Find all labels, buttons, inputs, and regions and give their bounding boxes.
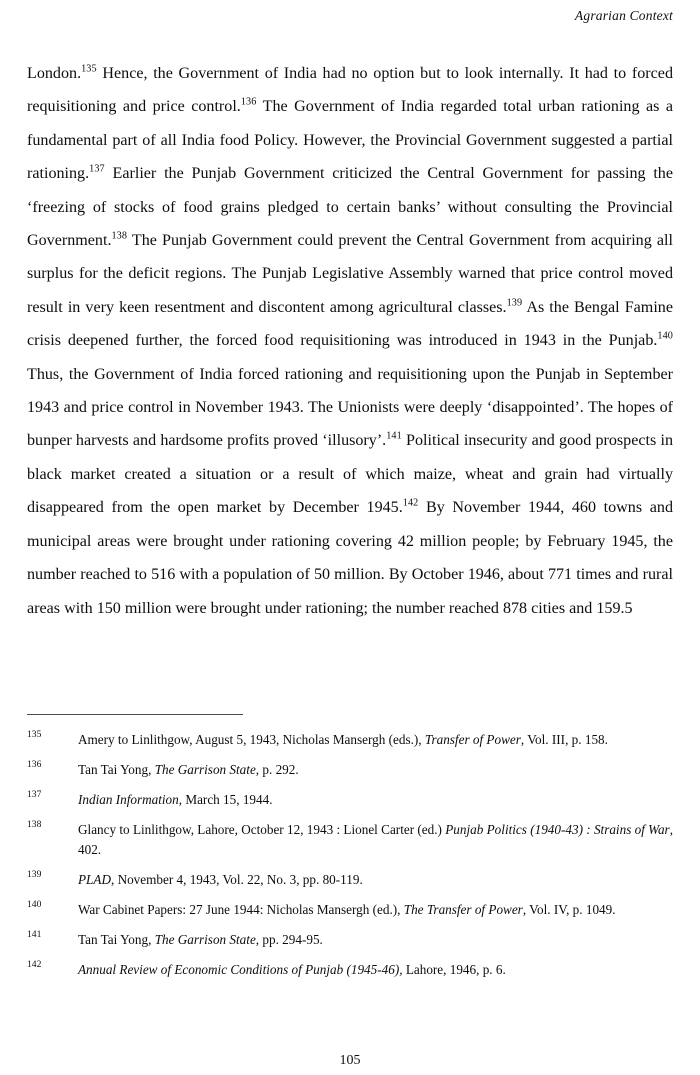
footnote-number-135[interactable]: 135 xyxy=(27,729,42,740)
footnote-text: War Cabinet Papers: 27 June 1944: Nicholas Mansergh (ed.), The Transfer of Power, Vol. IV, p. 1049. xyxy=(78,901,616,917)
footnote-number-136[interactable]: 136 xyxy=(27,758,42,770)
body-text-region xyxy=(27,57,673,625)
footnote-text: Glancy to Linlithgow, Lahore, October 12, 1943 : Lionel Carter (ed.) Punjab Politics (1940-43) : Strains of War, 402. xyxy=(78,821,673,858)
footnote-number-140[interactable]: 140 xyxy=(27,898,42,910)
footnote-reference-141[interactable]: 141 xyxy=(386,431,402,443)
footnote-entry xyxy=(27,730,673,750)
footnote-separator-rule xyxy=(27,714,243,715)
footnote-number-141[interactable]: 141 xyxy=(27,928,42,940)
footnote-text: Annual Review of Economic Conditions of Punjab (1945-46), Lahore, 1946, p. 6. xyxy=(78,961,506,977)
footnote-reference-142[interactable]: 142 xyxy=(402,497,419,509)
footnote-reference-135[interactable]: 135 xyxy=(81,63,97,75)
footnote-reference-140[interactable]: 140 xyxy=(657,330,673,342)
footnote-entry xyxy=(27,870,673,890)
footnote-entry xyxy=(27,820,673,861)
footnote-reference-138[interactable]: 138 xyxy=(111,230,128,242)
footnote-number-138[interactable]: 138 xyxy=(27,818,42,830)
footnote-text: Indian Information, March 15, 1944. xyxy=(78,791,273,807)
footnote-list xyxy=(27,730,673,980)
running-header-title: Agrarian Context xyxy=(574,8,673,23)
footnote-reference-139[interactable]: 139 xyxy=(506,297,523,309)
footnote-number-137[interactable]: 137 xyxy=(27,788,42,800)
footnote-number-139[interactable]: 139 xyxy=(27,869,42,881)
footnote-entry xyxy=(27,930,673,950)
footnote-number-142[interactable]: 142 xyxy=(27,958,42,970)
footnote-entry xyxy=(27,960,673,980)
footnote-text: Amery to Linlithgow, August 5, 1943, Nicholas Mansergh (eds.), Transfer of Power, Vol. III, p. 158. xyxy=(78,732,608,747)
footnote-text: PLAD, November 4, 1943, Vol. 22, No. 3, pp. 80-119. xyxy=(78,872,363,888)
footnote-reference-136[interactable]: 136 xyxy=(240,97,257,109)
footnote-reference-137[interactable]: 137 xyxy=(89,163,105,175)
footnote-text: Tan Tai Yong, The Garrison State, p. 292. xyxy=(78,761,299,777)
footnote-entry xyxy=(27,790,673,810)
body-paragraph: London.$^{135}$ Hence, the Government of India had no option but to look internally. It had to forced requisitioning and price control.$^{136}$ The Government of India regarded total urban rationing as a fundamental part of all India food Policy. However, the Provincial Government suggested a partial rationing.$^{137}$ Earlier the Punjab Government criticized the Central Government for passing the ‘freezing of stocks of food grains pledged to certain banks’ without consulting the Provincial Government.$^{138}$ The Punjab Government could prevent the Central Government from acquiring all surplus for the deficit regions. The Punjab Legislative Assembly warned that price control moved result in very keen resentment and discontent among agricultural classes.$^{139}$ As the Bengal Famine crisis deepened further, the forced food requisitioning was introduced in 1943 in the Punjab.$^{140}$ Thus, the Government of India forced rationing and requisitioning upon the Punjab in September 1943 and price control in November 1943. The Unionists were deeply ‘disappointed’. The hopes of bunper harvests and hardsome profits proved ‘illusory’.$^{141}$ Political insecurity and good prospects in black market created a situation or a result of which maize, wheat and grain had virtually disappeared from the open market by December 1945.$^{142}$ By November 1944, 460 towns and municipal areas were brought under rationing covering 42 million people; by February 1945, the number reached to 516 with a population of 50 million. By October 1946, about 771 times and rural areas with 150 million were brought under rationing; the number reached 878 cities and 159.5 xyxy=(27,63,674,617)
footnote-text: Tan Tai Yong, The Garrison State, pp. 294-95. xyxy=(78,931,323,947)
footnote-entry xyxy=(27,900,673,920)
footnote-entry xyxy=(27,760,673,780)
page-number: 105 xyxy=(339,1053,361,1068)
